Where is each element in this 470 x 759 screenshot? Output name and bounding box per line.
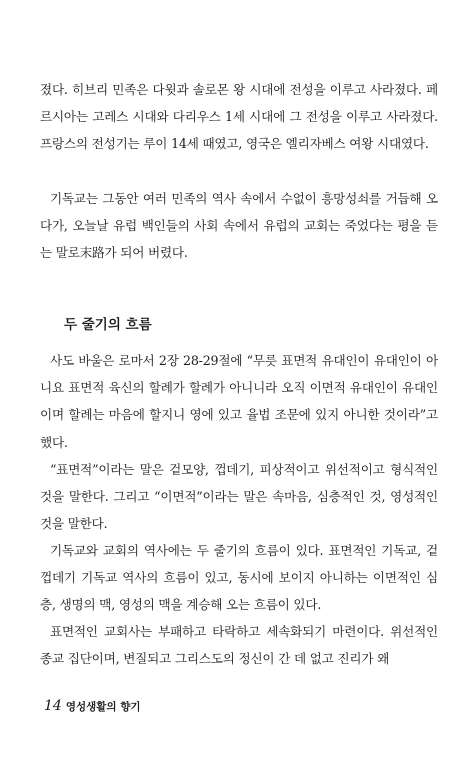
- body-paragraph-6: [40, 618, 438, 672]
- body-paragraph-2: [40, 185, 438, 267]
- book-title: 영성생활의 향기: [65, 701, 141, 713]
- body-paragraph-5: [40, 537, 438, 619]
- page-footer: [44, 698, 140, 714]
- page-number: 14: [44, 698, 62, 714]
- paragraph-text: “표면적”이라는 말은 겉모양, 껍데기, 피상적이고 위선적이고 형식적인 것을 말한다. 그리고 “이면적”이라는 말은 속마음, 심층적인 것, 영성적인 것을 말한다.: [40, 462, 438, 532]
- paragraph-text: 사도 바울은 로마서 2장 28-29절에 “무릇 표면적 유대인이 유대인이 아니요 표면적 육신의 할례가 할례가 아니니라 오직 이면적 유대인이 유대인이며 할례는 마음에 할지니 영에 있고 율법 조문에 있지 아니한 것이라”고 했다.: [40, 353, 438, 450]
- paragraph-text: 기독교와 교회의 역사에는 두 줄기의 흐름이 있다. 표면적인 기독교, 겉껍데기 기독교 역사의 흐름이 있고, 동시에 보이지 아니하는 이면적인 심층, 생명의 맥, 영성의 맥을 계승해 오는 흐름이 있다.: [40, 543, 438, 613]
- body-paragraph-1: [40, 76, 438, 158]
- body-paragraph-4: [40, 456, 438, 538]
- body-paragraph-3: [40, 347, 438, 456]
- section-heading: 두 줄기의 흐름: [64, 317, 152, 333]
- paragraph-text: 기독교는 그동안 여러 민족의 역사 속에서 수없이 흥망성쇠를 거듭해 오다가, 오늘날 유럽 백인들의 사회 속에서 유럽의 교회는 죽었다는 평을 듣는 말로末路가 되어 버렸다.: [40, 191, 438, 261]
- paragraph-text: 졌다. 히브리 민족은 다윗과 솔로몬 왕 시대에 전성을 이루고 사라졌다. 페르시아는 고레스 시대와 다리우스 1세 시대에 그 전성을 이루고 사라졌다. 프랑스의 전성기는 루이 14세 때였고, 영국은 엘리자베스 여왕 시대였다.: [40, 82, 438, 152]
- paragraph-text: 표면적인 교회사는 부패하고 타락하고 세속화되기 마련이다. 위선적인 종교 집단이며, 변질되고 그리스도의 정신이 간 데 없고 진리가 왜: [40, 624, 438, 667]
